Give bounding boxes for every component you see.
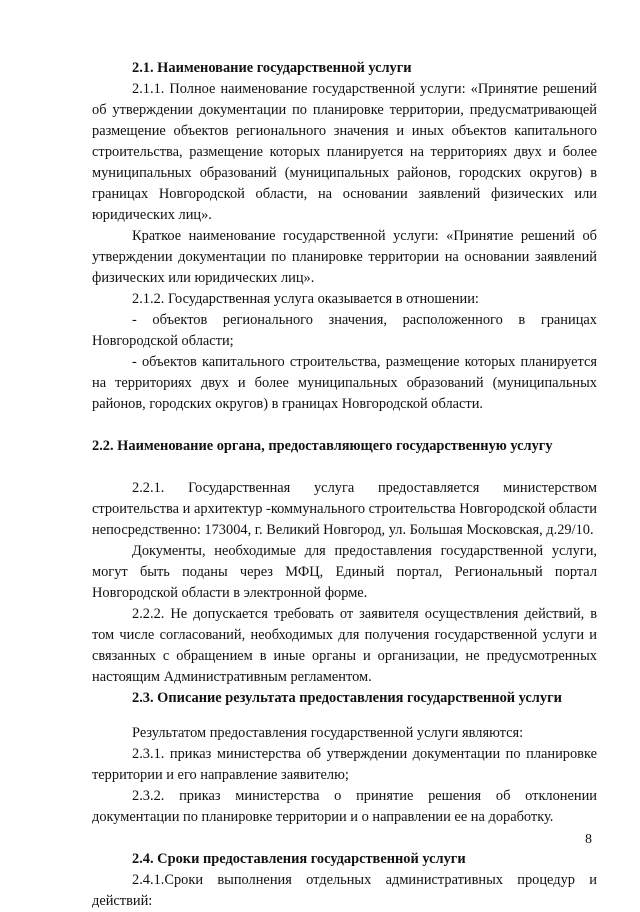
spacer bbox=[92, 415, 597, 436]
section-2-1-2-paragraph: 2.1.2. Государственная услуга оказывается в отношении: bbox=[132, 291, 479, 307]
section-2-4-1-paragraph: 2.4.1.Сроки выполнения отдельных административных процедур и действий: bbox=[92, 872, 597, 909]
regional-objects-item: - объектов регионального значения, расположенного в границах Новгородской области; bbox=[92, 312, 597, 349]
documents-submission-paragraph: Документы, необходимые для предоставления государственной услуги, могут быть поданы через МФЦ, Единый портал, Региональный портал Новгородской области в электронной форме. bbox=[92, 543, 597, 601]
section-2-4-heading: 2.4. Сроки предоставления государственной услуги bbox=[132, 851, 466, 867]
section-2-3-heading: 2.3. Описание результата предоставления государственной услуги bbox=[132, 690, 562, 706]
page-number: 8 bbox=[585, 832, 592, 847]
spacer bbox=[92, 828, 597, 849]
spacer bbox=[92, 457, 597, 478]
section-2-3-2-paragraph: 2.3.2. приказ министерства о принятие решения об отклонении документации по планировке территории и о направлении ее на доработку. bbox=[92, 788, 597, 825]
capital-construction-item: - объектов капитального строительства, размещение которых планируется на территориях двух и более муниципальных образований (муниципальных районов, городских округов) в границах Новгородской области. bbox=[92, 354, 597, 412]
section-2-1-heading: 2.1. Наименование государственной услуги bbox=[132, 60, 412, 76]
section-2-3-1-paragraph: 2.3.1. приказ министерства об утверждении документации по планировке территории и его направление заявителю; bbox=[92, 746, 597, 783]
section-2-1-1-paragraph: 2.1.1. Полное наименование государственной услуги: «Принятие решений об утверждении документации по планировке территории, предусматривающей размещение объектов регионального значения и иных объектов капитального строительства, размещение которых планируется на территориях двух и более муниципальных образований (муниципальных районов, городских округов) в границах Новгородской области, на основании заявлений физических или юридических лиц». bbox=[92, 81, 597, 223]
section-2-2-1-paragraph: 2.2.1. Государственная услуга предоставляется министерством строительства и архитектур -коммунального строительства Новгородской области непосредственно: 173004, г. Великий Новгород, ул. Большая Московская, д.29/10. bbox=[92, 480, 597, 538]
spacer bbox=[92, 709, 597, 723]
section-2-2-2-paragraph: 2.2.2. Не допускается требовать от заявителя осуществления действий, в том числе согласований, необходимых для получения государственной услуги и связанных с обращением в иные органы и организации, не предусмотренных настоящим Административным регламентом. bbox=[92, 606, 597, 685]
section-2-1-short-name-paragraph: Краткое наименование государственной услуги: «Принятие решений об утверждении документации по планировке территории на основании заявлений физических или юридических лиц». bbox=[92, 228, 597, 286]
section-2-2-heading: 2.2. Наименование органа, предоставляющего государственную услугу bbox=[92, 438, 553, 454]
document-page bbox=[92, 58, 597, 912]
result-intro-paragraph: Результатом предоставления государственной услуги являются: bbox=[132, 725, 524, 741]
